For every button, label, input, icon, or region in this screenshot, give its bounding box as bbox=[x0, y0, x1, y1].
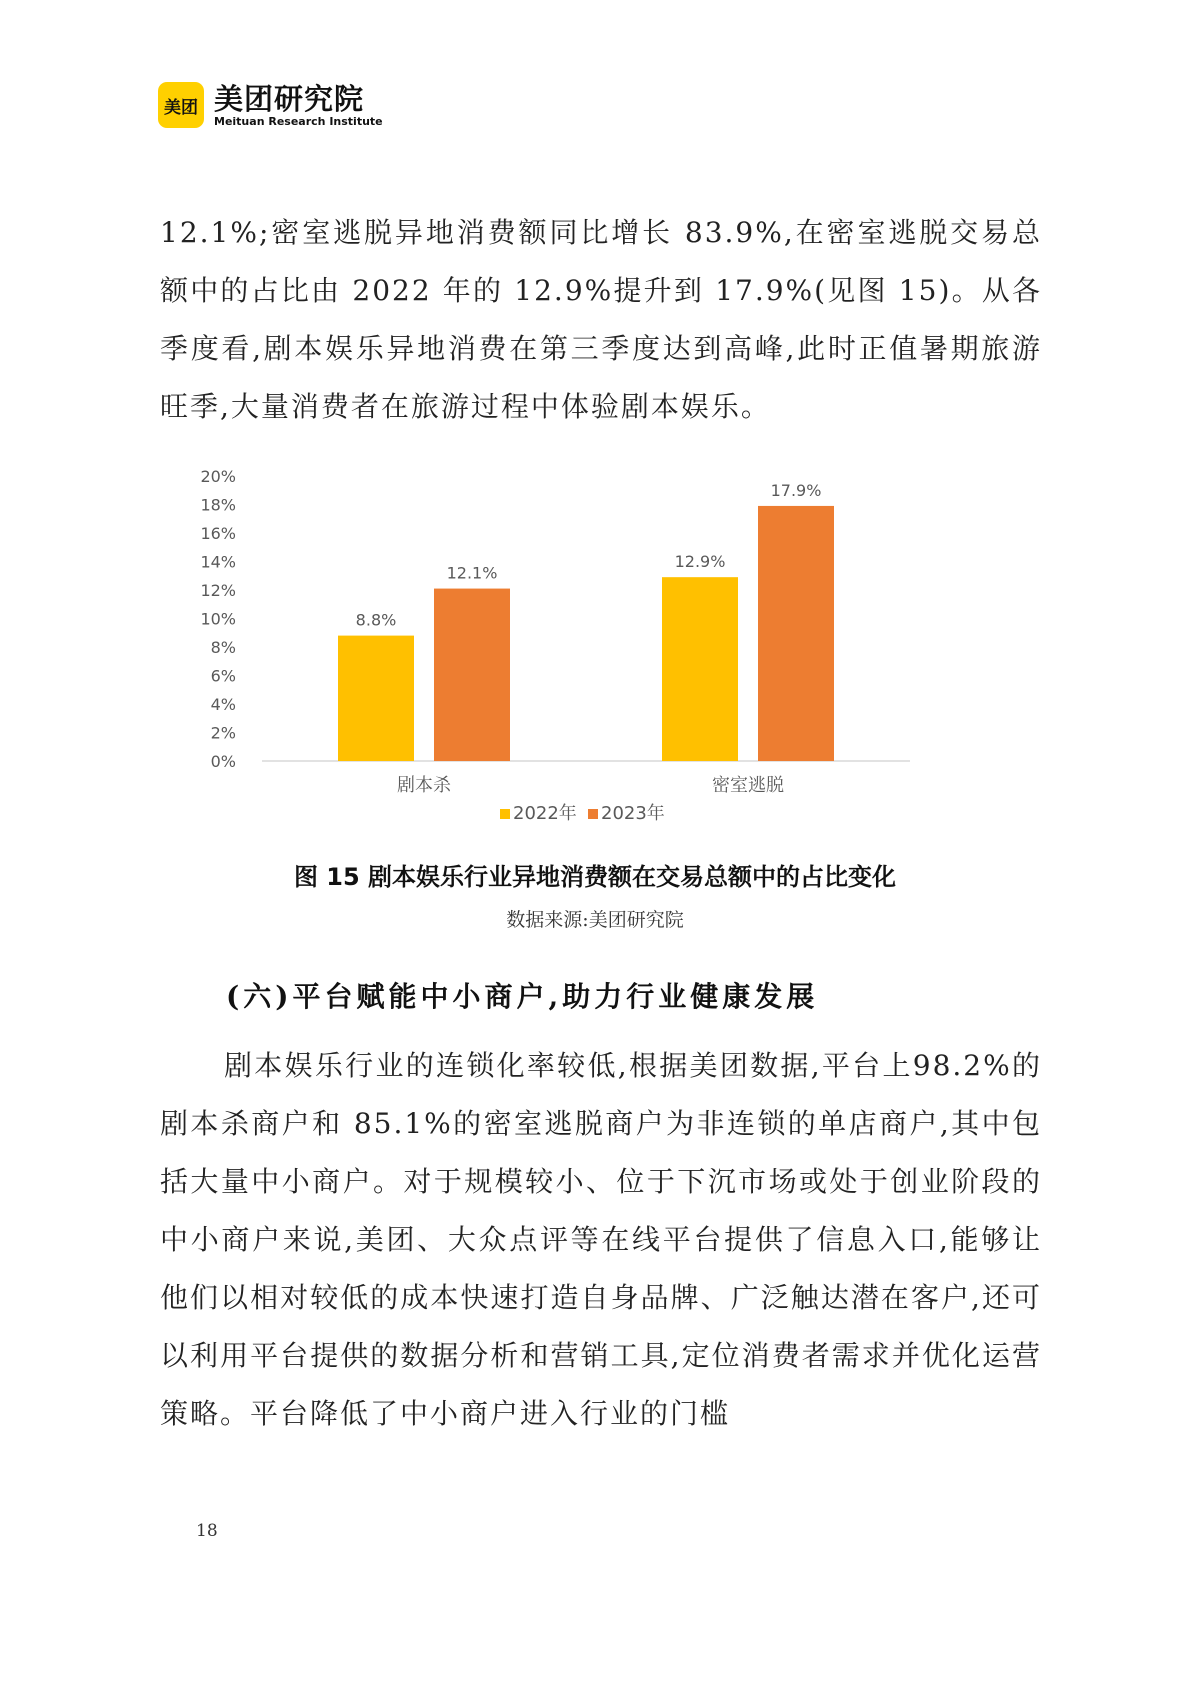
meituan-logo-icon: 美团 bbox=[158, 82, 204, 128]
bar bbox=[662, 577, 738, 761]
bar bbox=[434, 589, 510, 761]
figure-caption: 图 15 剧本娱乐行业异地消费额在交易总额中的占比变化 bbox=[293, 863, 897, 891]
header-logo bbox=[158, 82, 383, 128]
data-label: 17.9% bbox=[770, 480, 822, 500]
body-paragraph-1: 12.1%;密室逃脱异地消费额同比增长 83.9%,在密室逃脱交易总额中的占比由 2022 年的 12.9%提升到 17.9%(见图 15)。从各季度看,剧本娱乐异地消费在第三季度达到高峰,此时正值暑期旅游旺季,大量消费者在旅游过程中体验剧本娱乐。 bbox=[160, 216, 1042, 423]
y-tick-label: 12% bbox=[200, 581, 236, 600]
y-tick-label: 16% bbox=[200, 524, 236, 543]
org-name-cn: 美团研究院 bbox=[214, 81, 365, 116]
y-tick-label: 14% bbox=[200, 552, 236, 572]
bar bbox=[338, 636, 414, 761]
data-label: 12.1% bbox=[446, 563, 498, 583]
y-tick-label: 18% bbox=[200, 495, 236, 515]
org-name bbox=[214, 83, 383, 128]
y-tick-label: 6% bbox=[210, 666, 236, 686]
y-tick-label: 20% bbox=[200, 467, 236, 486]
bar-chart bbox=[200, 446, 930, 824]
y-tick-label: 0% bbox=[210, 752, 236, 771]
y-tick-label: 4% bbox=[210, 695, 236, 714]
bar bbox=[758, 506, 834, 761]
page-number: 18 bbox=[196, 1521, 218, 1541]
y-tick-label: 10% bbox=[200, 609, 236, 629]
legend-swatch bbox=[588, 809, 598, 819]
y-tick-label: 8% bbox=[210, 638, 236, 657]
x-tick-label: 剧本杀 bbox=[397, 775, 451, 796]
data-label: 12.9% bbox=[674, 552, 726, 572]
org-name-en: Meituan Research Institute bbox=[214, 114, 383, 128]
data-label: 8.8% bbox=[355, 610, 397, 630]
section-heading: (六)平台赋能中小商户,助力行业健康发展 bbox=[226, 980, 819, 1013]
x-tick-label: 密室逃脱 bbox=[712, 775, 784, 796]
legend-label: 2022年 bbox=[513, 803, 577, 824]
legend-swatch bbox=[500, 809, 510, 819]
y-tick-label: 2% bbox=[210, 723, 236, 743]
legend-label: 2023年 bbox=[601, 803, 665, 824]
body-paragraph-2: 剧本娱乐行业的连锁化率较低,根据美团数据,平台上98.2%的剧本杀商户和 85.1%的密室逃脱商户为非连锁的单店商户,其中包括大量中小商户。对于规模较小、位于下沉市场或处于创业阶段的中小商户来说,美团、大众点评等在线平台提供了信息入口,能够让他们以相对较低的成本快速打造自身品牌、广泛触达潜在客户,还可以利用平台提供的数据分析和营销工具,定位消费者需求并优化运营策略。平台降低了中小商户进入行业的门槛 bbox=[160, 1049, 1042, 1430]
figure-source: 数据来源:美团研究院 bbox=[506, 909, 684, 931]
